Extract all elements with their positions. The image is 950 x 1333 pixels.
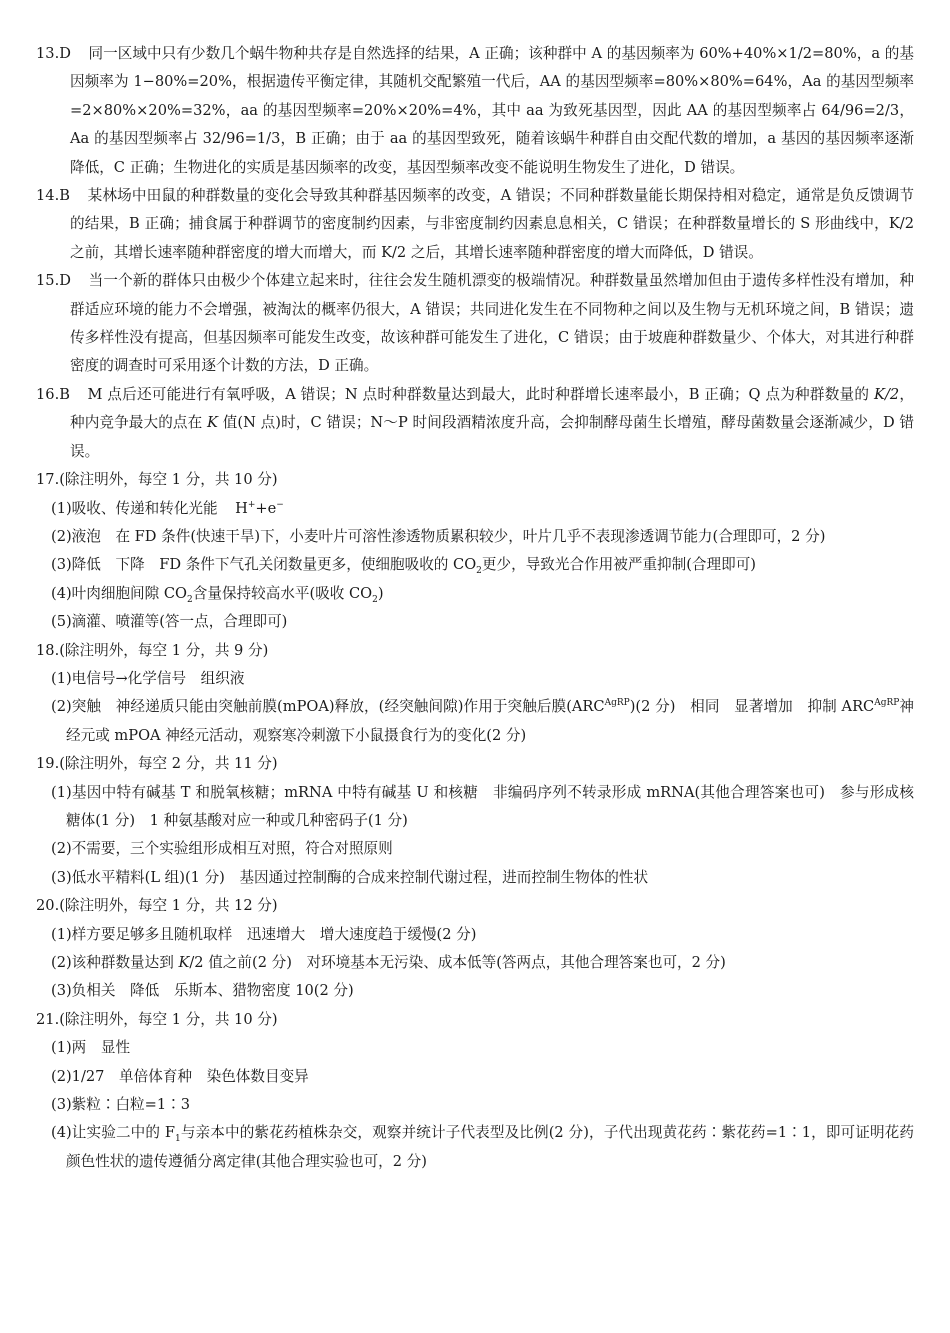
- answer-21-2: [36, 1063, 914, 1091]
- answer-20-3: [36, 977, 914, 1005]
- sub-answer-text: (3)负相关 降低 乐斯本、猎物密度 10(2 分): [51, 982, 354, 1000]
- superscript: AgRP: [874, 698, 900, 709]
- answer-16: [36, 381, 914, 466]
- subscript: 2: [187, 594, 193, 605]
- subscript: 1: [174, 1134, 181, 1145]
- question-number: 14.: [36, 187, 60, 205]
- answer-17-4: [36, 580, 914, 608]
- sub-answer-text: (1)电信号→化学信号 组织液: [51, 669, 245, 687]
- superscript: −: [276, 499, 284, 510]
- answer-18-2: [36, 693, 914, 750]
- scoring-note: (除注明外，每空 1 分，共 12 分): [59, 897, 278, 915]
- sub-answer-text: )(2 分) 相同 显著增加 抑制 ARC: [629, 698, 875, 716]
- answer-choice: B: [59, 187, 70, 205]
- question-number: 17.: [36, 471, 60, 489]
- answer-18-header: [36, 637, 914, 665]
- answer-choice: B: [59, 385, 70, 403]
- answer-19-3: [36, 864, 914, 892]
- answer-choice: D: [59, 272, 71, 290]
- sub-answer-text: (3)紫粒∶白粒=1∶3: [51, 1096, 191, 1114]
- superscript: +: [247, 499, 256, 510]
- answer-14: [36, 182, 914, 267]
- electron-symbol: +e: [255, 499, 277, 517]
- question-number: 16.: [36, 385, 60, 403]
- sub-answer-text: 神经元或 mPOA 神经元活动，观察寒冷刺激下小鼠摄食行为的变化(2 分): [66, 698, 914, 744]
- answer-21-3: [36, 1091, 914, 1119]
- sub-answer-text: (1)样方要足够多且随机取样 迅速增大 增大速度趋于缓慢(2 分): [51, 925, 477, 943]
- question-number: 19.: [36, 755, 60, 773]
- scoring-note: (除注明外，每空 1 分，共 10 分): [59, 1010, 278, 1028]
- sub-answer-text: /2 值之前(2 分) 对环境基本无污染、成本低等(答两点，其他合理答案也可，2 分): [189, 954, 726, 971]
- sub-answer-text: (2)该种群数量达到: [51, 954, 179, 971]
- answer-21-1: [36, 1034, 914, 1062]
- sub-answer-text: (1)吸收、传递和转化光能: [51, 499, 218, 517]
- explanation-part: ，种内竞争最大的点在: [70, 385, 914, 432]
- answer-20-1: [36, 921, 914, 949]
- answer-13: [36, 40, 914, 182]
- explanation: 某林场中田鼠的种群数量的变化会导致其种群基因频率的改变，A 错误；不同种群数量能长期保持相对稳定，通常是负反馈调节的结果，B 正确；捕食属于种群调节的密度制约因素，与非密度制约因素息息相关，C 错误；在种群数量增长的 S 形曲线中，K/2 之前，其增长速率随种群密度的增大而增大，而 K/2 之后，其增长速率随种群密度的增大而降低，D 错误。: [70, 187, 914, 261]
- answer-17-header: [36, 466, 914, 494]
- sub-answer-text: (2)不需要，三个实验组形成相互对照，符合对照原则: [51, 840, 393, 858]
- scoring-note: (除注明外，每空 2 分，共 11 分): [59, 755, 278, 773]
- k-symbol: K: [207, 414, 218, 432]
- k-symbol: K: [178, 954, 190, 971]
- answer-17-5: [36, 608, 914, 636]
- sub-answer-text: (2)液泡 在 FD 条件(快速干旱)下，小麦叶片可溶性渗透物质累积较少，叶片几乎不表现渗透调节能力(合理即可，2 分): [51, 527, 826, 545]
- scoring-note: (除注明外，每空 1 分，共 9 分): [59, 641, 269, 659]
- subscript: 2: [476, 566, 482, 577]
- explanation-part: M 点后还可能进行有氧呼吸，A 错误；N 点时种群数量达到最大，此时种群增长速率最小，B 正确；Q 点为种群数量的: [87, 385, 875, 403]
- question-number: 15.: [36, 272, 60, 290]
- question-number: 13.: [36, 45, 60, 62]
- sub-answer-text: (4)叶肉细胞间隙 CO: [51, 584, 188, 602]
- explanation-part: 值(N 点)时，C 错误；N～P 时间段酒精浓度升高，会抑制酵母菌生长增殖，酵母菌数量会逐渐减少，D 错误。: [70, 414, 914, 460]
- explanation: 同一区域中只有少数几个蜗牛物种共存是自然选择的结果，A 正确；该种群中 A 的基因频率为 60%+40%×1/2=80%，a 的基因频率为 1−80%=20%，根据遗传平衡定律，其随机交配繁殖一代后，AA 的基因型频率=80%×80%=64%，Aa 的基因型频率=2×80%×20%=32%，aa 的基因型频率=20%×20%=4%，其中 aa 为致死基因型，因此 AA 的基因型频率占 64/96=2/3，Aa 的基因型频率占 32/96=1/3，B 正确；由于 aa 的基因型致死，随着该蜗牛种群自由交配代数的增加，a 基因的基因频率逐渐降低，C 正确；生物进化的实质是基因频率的改变，基因型频率改变不能说明生物发生了进化，D 错误。: [70, 45, 914, 176]
- k-half-symbol: K/2: [874, 385, 900, 403]
- sub-answer-text: 含量保持较高水平(吸收 CO: [192, 584, 373, 602]
- answer-17-1: [36, 495, 914, 523]
- sub-answer-text: (2)1/27 单倍体育种 染色体数目变异: [51, 1067, 309, 1085]
- answer-15: [36, 267, 914, 381]
- sub-answer-text: ): [377, 584, 384, 602]
- sub-answer-text: (3)低水平精料(L 组)(1 分) 基因通过控制酶的合成来控制代谢过程，进而控制生物体的性状: [51, 868, 649, 886]
- sub-answer-text: 与亲本中的紫花药植株杂交，观察并统计子代表型及比例(2 分)，子代出现黄花药∶紫花药=1∶1，即可证明花药颜色性状的遗传遵循分离定律(其他合理实验也可，2 分): [66, 1124, 914, 1170]
- answer-17-3: [36, 551, 914, 579]
- scoring-note: (除注明外，每空 1 分，共 10 分): [59, 471, 278, 489]
- answer-19-header: [36, 750, 914, 778]
- sub-answer-text: 更少，导致光合作用被严重抑制(合理即可): [481, 556, 756, 574]
- question-number: 20.: [36, 897, 60, 915]
- subscript: 2: [372, 594, 378, 605]
- answer-18-1: [36, 665, 914, 693]
- sub-answer-text: (5)滴灌、喷灌等(答一点，合理即可): [51, 613, 288, 631]
- answer-17-2: [36, 523, 914, 551]
- answer-20-2: [36, 949, 914, 977]
- sub-answer-text: (3)降低 下降 FD 条件下气孔关闭数量更多，使细胞吸收的 CO: [51, 556, 477, 574]
- sub-answer-text: (2)突触 神经递质只能由突触前膜(mPOA)释放，(经突触间隙)作用于突触后膜(ARC: [51, 698, 605, 716]
- answer-choice: D: [59, 45, 71, 62]
- question-number: 18.: [36, 641, 60, 659]
- explanation: 当一个新的群体只由极少个体建立起来时，往往会发生随机漂变的极端情况。种群数量虽然增加但由于遗传多样性没有增加，种群适应环境的能力不会增强，被淘汰的概率仍很大，A 错误；共同进化发生在不同物种之间以及生物与无机环境之间，B 错误；遗传多样性没有提高，但基因频率可能发生改变，故该种群可能发生了进化，C 错误；由于坡鹿种群数量少、个体大，对其进行种群密度的调查时可采用逐个计数的方法，D 正确。: [70, 272, 914, 375]
- answer-19-1: [36, 779, 914, 836]
- sub-answer-text: (1)基因中特有碱基 T 和脱氧核糖；mRNA 中特有碱基 U 和核糖 非编码序列不转录形成 mRNA(其他合理答案也可) 参与形成核糖体(1 分) 1 种氨基酸对应一种或几种密码子(1 分): [51, 783, 914, 829]
- sub-answer-text: (4)让实验二中的 F: [51, 1124, 175, 1142]
- answer-21-4: [36, 1119, 914, 1176]
- answer-20-header: [36, 892, 914, 920]
- superscript: AgRP: [604, 698, 630, 709]
- sub-answer-text: (1)两 显性: [51, 1039, 131, 1057]
- answer-21-header: [36, 1006, 914, 1034]
- question-number: 21.: [36, 1010, 60, 1028]
- proton-symbol: H: [235, 499, 248, 517]
- answer-sheet: [36, 40, 914, 1176]
- answer-19-2: [36, 835, 914, 863]
